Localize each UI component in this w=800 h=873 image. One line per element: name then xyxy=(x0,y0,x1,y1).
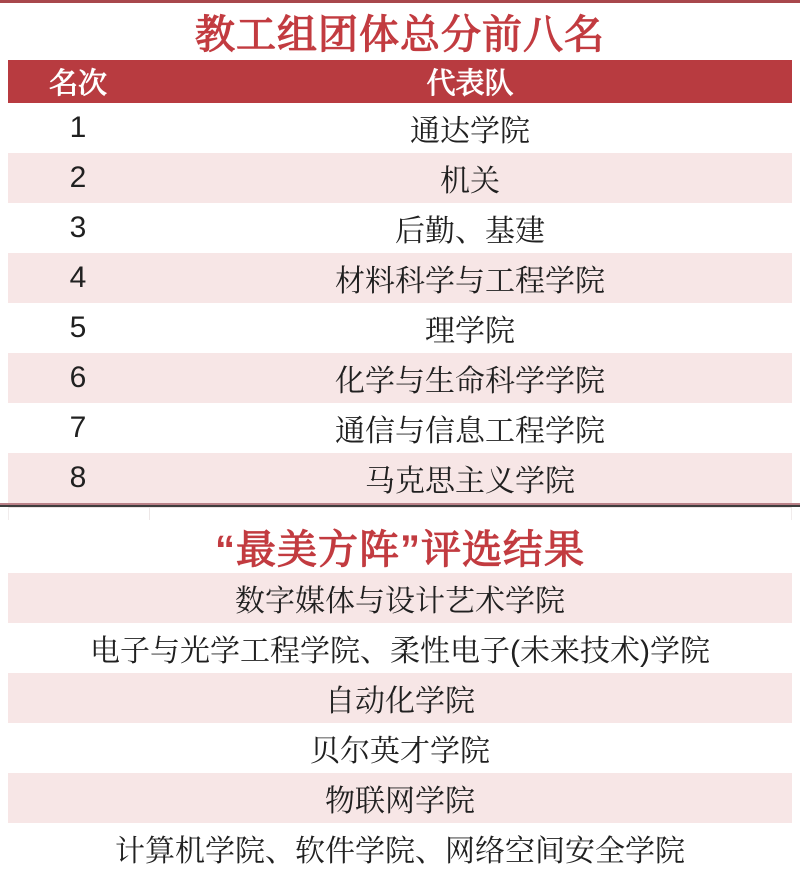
rank-cell: 4 xyxy=(69,261,87,294)
ranking-table xyxy=(8,60,792,503)
table-row xyxy=(8,153,792,203)
list-item: 物联网学院 xyxy=(8,773,792,823)
team-cell: 通信与信息工程学院 xyxy=(335,415,605,448)
rank-cell: 8 xyxy=(69,461,87,494)
team-cell: 理学院 xyxy=(425,315,515,348)
award-list xyxy=(8,573,792,873)
table-row xyxy=(8,103,792,153)
table-header xyxy=(8,60,792,103)
rank-cell: 2 xyxy=(69,161,87,194)
list-item: 数字媒体与设计艺术学院 xyxy=(8,573,792,623)
table-row xyxy=(8,353,792,403)
table-row xyxy=(8,203,792,253)
list-item: 电子与光学工程学院、柔性电子(未来技术)学院 xyxy=(8,623,792,673)
spacer-row xyxy=(8,507,792,520)
table-row xyxy=(8,453,792,503)
team-cell: 材料科学与工程学院 xyxy=(335,265,605,298)
table-row xyxy=(8,303,792,353)
team-cell: 后勤、基建 xyxy=(395,215,545,248)
award-section-title: “最美方阵”评选结果 xyxy=(0,520,800,573)
team-column-header: 代表队 xyxy=(426,68,514,100)
table-row xyxy=(8,403,792,453)
list-item: 贝尔英才学院 xyxy=(8,723,792,773)
team-cell: 化学与生命科学学院 xyxy=(335,365,605,398)
team-cell: 马克思主义学院 xyxy=(365,465,575,498)
list-item: 自动化学院 xyxy=(8,673,792,723)
rank-cell: 5 xyxy=(69,311,87,344)
rank-cell: 3 xyxy=(69,211,87,244)
team-cell: 机关 xyxy=(440,165,500,198)
page-title: 教工组团体总分前八名 xyxy=(0,3,800,60)
rank-cell: 7 xyxy=(69,411,87,444)
rank-cell: 6 xyxy=(69,361,87,394)
team-cell: 通达学院 xyxy=(410,115,530,148)
list-item: 计算机学院、软件学院、网络空间安全学院 xyxy=(8,823,792,873)
table-row xyxy=(8,253,792,303)
rank-column-header: 名次 xyxy=(48,68,107,100)
rank-cell: 1 xyxy=(69,111,87,144)
